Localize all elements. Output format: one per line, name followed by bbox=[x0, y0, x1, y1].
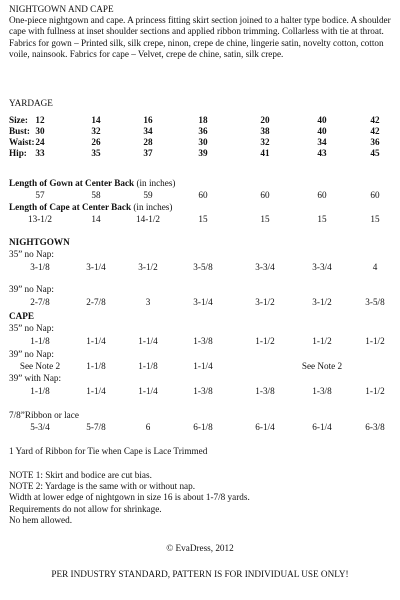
note-line: No hem allowed. bbox=[9, 514, 73, 525]
waist-cell: 32 bbox=[260, 137, 270, 147]
yardage-cell: 3-3/4 bbox=[255, 262, 275, 272]
yardage-cell: See Note 2 bbox=[19, 361, 61, 371]
gown-length-cell: 60 bbox=[317, 190, 327, 200]
cape-length-cell: 15 bbox=[198, 214, 208, 224]
gown-length-cell: 58 bbox=[91, 190, 101, 200]
yardage-cell: 6-1/4 bbox=[312, 422, 332, 432]
hip-cell: 41 bbox=[260, 148, 270, 158]
yardage-cell: 3-3/4 bbox=[312, 262, 332, 272]
hip-row bbox=[9, 148, 400, 159]
copyright: © EvaDress, 2012 bbox=[166, 543, 234, 553]
yardage-cell: 5-7/8 bbox=[86, 422, 106, 432]
yardage-cell: 3-5/8 bbox=[365, 297, 385, 307]
yardage-cell: 1-1/8 bbox=[30, 336, 50, 346]
cape-length-cell: 14 bbox=[91, 214, 101, 224]
yardage-cell: 1-1/2 bbox=[365, 386, 385, 396]
bust-cell: 36 bbox=[198, 126, 208, 136]
cape-length-label: Length of Cape at Center Back bbox=[9, 202, 132, 212]
waist-cell: 36 bbox=[370, 137, 380, 147]
yardage-cell: 3-1/2 bbox=[138, 262, 158, 272]
gown-length-cell: 60 bbox=[260, 190, 270, 200]
size-cell: 16 bbox=[143, 115, 153, 125]
bust-cell: 32 bbox=[91, 126, 101, 136]
bust-cell: 34 bbox=[143, 126, 153, 136]
yardage-cell: 1-1/4 bbox=[193, 361, 213, 371]
yardage-cell: 1-1/4 bbox=[86, 336, 106, 346]
yardage-cell: 1-3/8 bbox=[193, 336, 213, 346]
ribbon-tie-note: 1 Yard of Ribbon for Tie when Cape is Lace Trimmed bbox=[9, 446, 208, 456]
waist-cell: 28 bbox=[143, 137, 153, 147]
nightgown-39-label: 39” no Nap: bbox=[9, 284, 54, 294]
ribbon-label: 7/8”Ribbon or lace bbox=[9, 410, 79, 420]
gown-length-unit: (in inches) bbox=[136, 178, 176, 188]
yardage-cell: 1-1/2 bbox=[255, 336, 275, 346]
yardage-cell: 6-1/4 bbox=[255, 422, 275, 432]
yardage-cell: 1-1/4 bbox=[138, 386, 158, 396]
hip-cell: 43 bbox=[317, 148, 327, 158]
yardage-cell: 1-1/8 bbox=[138, 361, 158, 371]
yardage-cell: 3-1/8 bbox=[30, 262, 50, 272]
yardage-cell: 5-3/4 bbox=[30, 422, 50, 432]
cape-length-heading bbox=[9, 202, 172, 213]
yardage-cell: 3-1/4 bbox=[86, 262, 106, 272]
gown-length-row bbox=[9, 190, 400, 201]
cape-length-cell: 13-1/2 bbox=[28, 214, 52, 224]
bust-cell: 40 bbox=[317, 126, 327, 136]
note-line: NOTE 1: Skirt and bodice are cut bias. bbox=[9, 470, 152, 480]
size-row bbox=[9, 115, 400, 126]
page-title: NIGHTGOWN AND CAPE bbox=[9, 4, 114, 14]
nightgown-35-row bbox=[9, 262, 400, 273]
yardage-cell: 1-1/2 bbox=[365, 336, 385, 346]
size-cell: 18 bbox=[198, 115, 208, 125]
yardage-cell: 1-3/8 bbox=[193, 386, 213, 396]
yardage-cell: 1-1/2 bbox=[312, 336, 332, 346]
yardage-cell: 3 bbox=[145, 297, 151, 307]
gown-length-heading bbox=[9, 178, 175, 189]
yardage-cell: 4 bbox=[372, 262, 378, 272]
yardage-cell: See Note 2 bbox=[301, 361, 343, 371]
yardage-cell: 1-3/8 bbox=[312, 386, 332, 396]
bust-row bbox=[9, 126, 400, 137]
yardage-cell: 3-1/4 bbox=[193, 297, 213, 307]
cape-39-nap-label: 39” with Nap: bbox=[9, 373, 62, 383]
cape-length-row bbox=[9, 214, 400, 225]
yardage-cell: 6-3/8 bbox=[365, 422, 385, 432]
cape-heading: CAPE bbox=[9, 311, 35, 321]
yardage-cell: 6-1/8 bbox=[193, 422, 213, 432]
yardage-cell: 2-7/8 bbox=[86, 297, 106, 307]
size-cell: 12 bbox=[35, 115, 45, 125]
gown-length-cell: 60 bbox=[198, 190, 208, 200]
hip-cell: 37 bbox=[143, 148, 153, 158]
waist-cell: 26 bbox=[91, 137, 101, 147]
gown-length-cell: 59 bbox=[143, 190, 153, 200]
bust-cell: 30 bbox=[35, 126, 45, 136]
hip-cell: 35 bbox=[91, 148, 101, 158]
nightgown-heading: NIGHTGOWN bbox=[9, 237, 70, 247]
waist-row bbox=[9, 137, 400, 148]
size-cell: 40 bbox=[317, 115, 327, 125]
cape-35-label: 35” no Nap: bbox=[9, 323, 54, 333]
size-label: Size: bbox=[9, 115, 28, 125]
cape-length-unit: (in inches) bbox=[133, 202, 173, 212]
waist-label: Waist: bbox=[9, 137, 35, 147]
cape-39-row bbox=[9, 361, 400, 372]
yardage-cell: 2-7/8 bbox=[30, 297, 50, 307]
note-line: Requirements do not allow for shrinkage. bbox=[9, 503, 162, 514]
note-line: Width at lower edge of nightgown in size 16 is about 1-7/8 yards. bbox=[9, 492, 250, 503]
ribbon-row bbox=[9, 422, 400, 433]
footer-notice: PER INDUSTRY STANDARD, PATTERN IS FOR INDIVIDUAL USE ONLY! bbox=[51, 569, 349, 579]
waist-cell: 30 bbox=[198, 137, 208, 147]
yardage-cell: 3-5/8 bbox=[193, 262, 213, 272]
hip-cell: 39 bbox=[198, 148, 208, 158]
gown-length-cell: 60 bbox=[370, 190, 380, 200]
cape-39-label: 39” no Nap: bbox=[9, 349, 54, 359]
bust-label: Bust: bbox=[9, 126, 30, 136]
description: One-piece nightgown and cape. A princess fitting skirt section joined to a halter type bodice. A shoulder cape with fullness at inset shoulder sections and applied ribbon trimming. Collarless with tie at throat. Fabrics for gown – Printed silk, silk crepe, ninon, crepe de chine, lingerie satin, novelty cotton, cotton voile, nainsook. Fabrics for cape – Velvet, crepe de chine, satin, silk crepe. bbox=[9, 15, 391, 59]
bust-cell: 42 bbox=[370, 126, 380, 136]
cape-length-cell: 15 bbox=[317, 214, 327, 224]
note-line: NOTE 2: Yardage is the same with or without nap. bbox=[9, 481, 196, 492]
cape-length-cell: 15 bbox=[260, 214, 270, 224]
waist-cell: 34 bbox=[317, 137, 327, 147]
size-cell: 14 bbox=[91, 115, 101, 125]
yardage-cell: 3-1/2 bbox=[312, 297, 332, 307]
yardage-cell: 6 bbox=[145, 422, 151, 432]
yardage-cell: 1-1/8 bbox=[30, 386, 50, 396]
yardage-cell: 3-1/2 bbox=[255, 297, 275, 307]
cape-length-cell: 15 bbox=[370, 214, 380, 224]
nightgown-39-row bbox=[9, 297, 400, 308]
yardage-cell: 1-1/4 bbox=[138, 336, 158, 346]
yardage-cell: 1-1/4 bbox=[86, 386, 106, 396]
nightgown-35-label: 35” no Nap: bbox=[9, 249, 54, 259]
cape-length-cell: 14-1/2 bbox=[136, 214, 160, 224]
yardage-cell: 1-1/8 bbox=[86, 361, 106, 371]
intro-block bbox=[9, 4, 395, 60]
size-cell: 42 bbox=[370, 115, 380, 125]
yardage-heading: YARDAGE bbox=[9, 98, 53, 108]
notes-block bbox=[9, 470, 395, 526]
cape-39-nap-row bbox=[9, 386, 400, 397]
gown-length-cell: 57 bbox=[35, 190, 45, 200]
hip-label: Hip: bbox=[9, 148, 27, 158]
hip-cell: 45 bbox=[370, 148, 380, 158]
measurement-table bbox=[9, 115, 400, 159]
waist-cell: 24 bbox=[35, 137, 45, 147]
hip-cell: 33 bbox=[35, 148, 45, 158]
cape-35-row bbox=[9, 336, 400, 347]
size-cell: 20 bbox=[260, 115, 270, 125]
bust-cell: 38 bbox=[260, 126, 270, 136]
yardage-cell: 1-3/8 bbox=[255, 386, 275, 396]
gown-length-label: Length of Gown at Center Back bbox=[9, 178, 135, 188]
